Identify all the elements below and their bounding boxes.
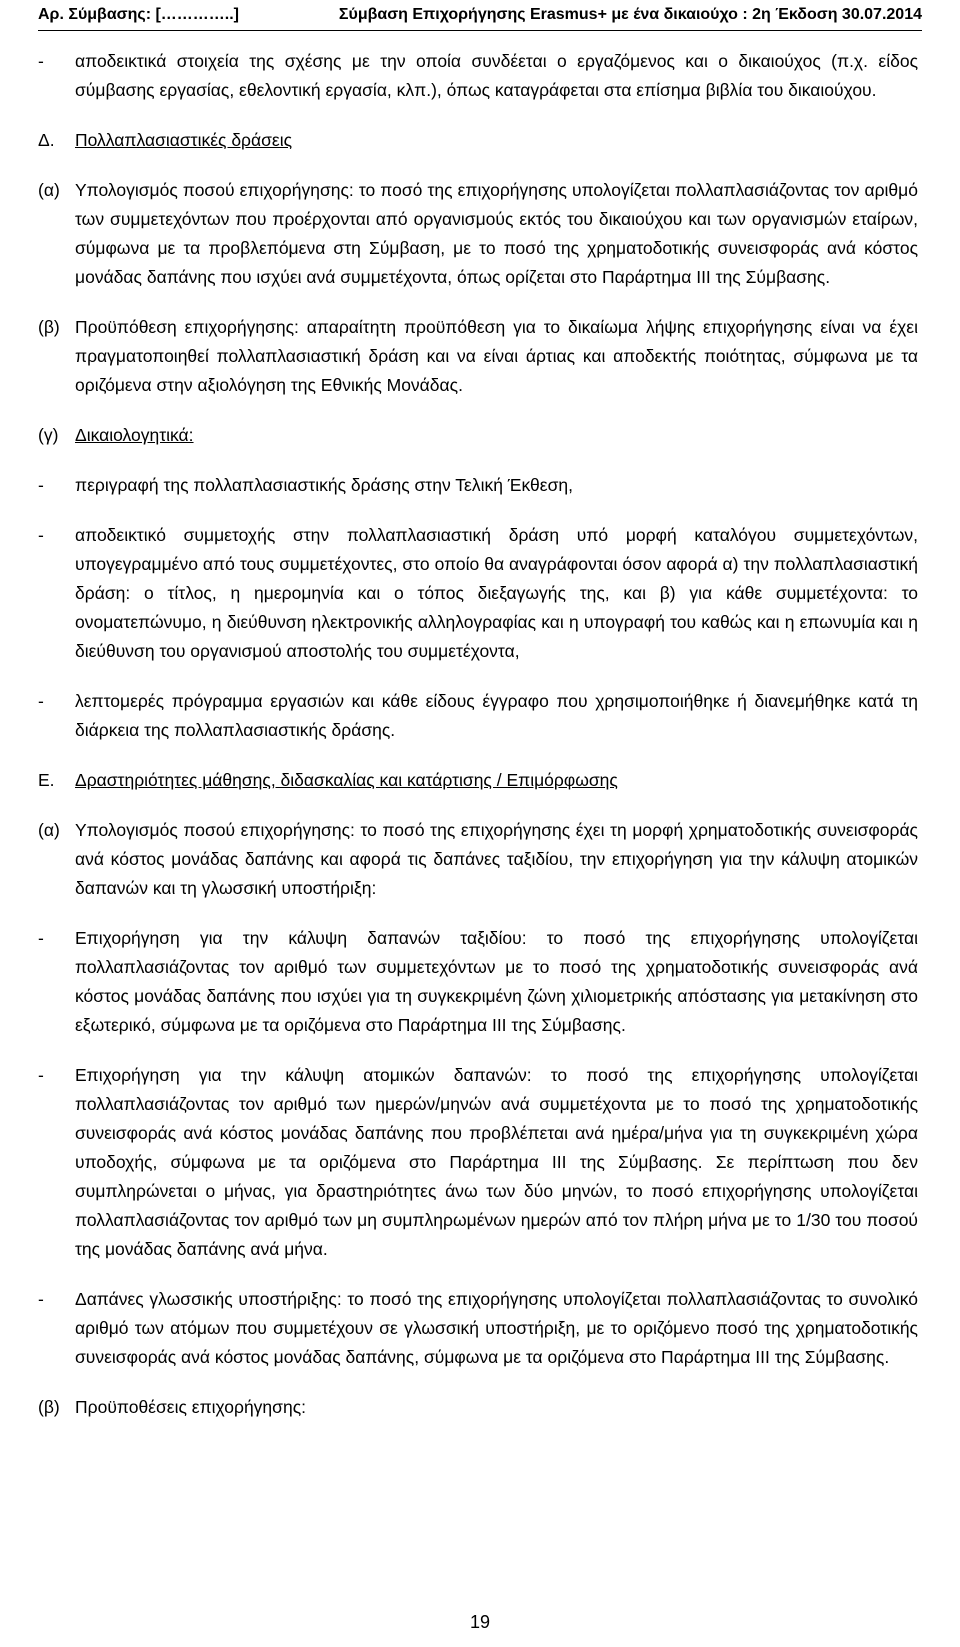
paragraph-label: - [38,1289,44,1309]
section-heading-text: Δικαιολογητικά: [75,425,194,445]
section-heading-text: Δραστηριότητες μάθησης, διδασκαλίας και κατάρτισης / Επιμόρφωσης [75,770,618,790]
section-heading [75,766,918,795]
paragraph [38,1285,918,1372]
paragraph-text: αποδεικτικό συμμετοχής στην πολλαπλασιαστική δράση υπό μορφή καταλόγου συμμετεχόντων, υπογεγραμμένο από τους συμμετέχοντες, στο οποίο θα αναγράφονται όσον αφορά α) την πολλαπλασιαστική δράση: ο τίτλος, η ημερομηνία και ο τόπος διεξαγωγής της, και β) για κάθε συμμετέχοντα: το ονοματεπώνυμο, η διεύθυνση ηλεκτρονικής αλληλογραφίας και η υπογραφή του καθώς και η επωνυμία και η διεύθυνση του οργανισμού αποστολής του συμμετέχοντα, [75,525,918,661]
section-heading [75,126,918,155]
paragraph-label: Ε. [38,770,55,790]
paragraph-label: (α) [38,820,60,840]
paragraph-text: Υπολογισμός ποσού επιχορήγησης: το ποσό της επιχορήγησης υπολογίζεται πολλαπλασιάζοντας τον αριθμό των συμμετεχόντων που προέρχονται από οργανισμούς εκτός του δικαιούχου και των οργανισμών εταίρων, σύμφωνα με τα προβλεπόμενα στη Σύμβαση, με το ποσό της χρηματοδοτικής συνεισφοράς ανά κόστος μονάδας δαπάνης που ισχύει ανά συμμετέχοντα, όπως ορίζεται στο Παράρτημα ΙΙΙ της Σύμβασης. [75,180,918,287]
paragraph-text: περιγραφή της πολλαπλασιαστικής δράσης στην Τελική Έκθεση, [75,475,573,495]
paragraph-label: - [38,475,44,495]
paragraph-label: (γ) [38,425,59,445]
paragraph-text: Επιχορήγηση για την κάλυψη δαπανών ταξιδίου: το ποσό της επιχορήγησης υπολογίζεται πολλαπλασιάζοντας τον αριθμό των συμμετεχόντων με το ποσό της χρηματοδοτικής συνεισφοράς ανά κόστος μονάδας δαπάνης που ισχύει για τη συγκεκριμένη ζώνη χιλιομετρικής απόστασης για μετακίνηση στο εξωτερικό, σύμφωνα με τα οριζόμενα στο Παράρτημα ΙΙΙ της Σύμβασης. [75,928,918,1035]
paragraph [38,521,918,666]
paragraph-label: (α) [38,180,60,200]
paragraph [38,126,918,155]
paragraph-label: - [38,51,44,71]
paragraph-label: - [38,691,44,711]
page-number: 19 [469,1612,491,1632]
paragraph-text: Υπολογισμός ποσού επιχορήγησης: το ποσό της επιχορήγησης έχει τη μορφή χρηματοδοτικής συνεισφοράς ανά κόστος μονάδας δαπάνης και αφορά τις δαπάνες ταξιδίου, την επιχορήγηση για την κάλυψη ατομικών δαπανών και τη γλωσσική υποστήριξη: [75,820,918,898]
header-contract-number: Αρ. Σύμβασης: […………..] [38,6,240,23]
header-contract-title: Σύμβαση Επιχορήγησης Erasmus+ με ένα δικαιούχο : 2η Έκδοση 30.07.2014 [338,6,922,23]
paragraph-label: Δ. [38,130,55,150]
section-heading-text: Πολλαπλασιαστικές δράσεις [75,130,293,150]
paragraph [38,421,918,450]
paragraph-text: αποδεικτικά στοιχεία της σχέσης με την οποία συνδέεται ο εργαζόμενος και ο δικαιούχος (π.χ. είδος σύμβασης εργασίας, εθελοντική εργασία, κλπ.), όπως καταγράφεται στα επίσημα βιβλία του δικαιούχου. [75,51,918,100]
paragraph [38,687,918,745]
paragraph [38,471,918,500]
paragraph [38,924,918,1040]
paragraph [38,816,918,903]
document-body [38,47,918,1443]
paragraph [38,1061,918,1264]
paragraph-label: (β) [38,1397,60,1417]
section-heading [75,421,918,450]
paragraph [38,47,918,105]
paragraph-text: Προϋποθέσεις επιχορήγησης: [75,1397,306,1417]
paragraph-label: - [38,928,44,948]
paragraph-label: (β) [38,317,60,337]
paragraph-label: - [38,525,44,545]
paragraph-text: Δαπάνες γλωσσικής υποστήριξης: το ποσό της επιχορήγησης υπολογίζεται πολλαπλασιάζοντας το συνολικό αριθμό των ατόμων που συμμετέχουν σε γλωσσική υποστήριξη, με το οριζόμενο ποσό της χρηματοδοτικής συνεισφοράς ανά κόστος μονάδας δαπάνης, σύμφωνα με τα οριζόμενα στο Παράρτημα ΙΙΙ της Σύμβασης. [75,1289,918,1367]
paragraph-text: Επιχορήγηση για την κάλυψη ατομικών δαπανών: το ποσό της επιχορήγησης υπολογίζεται πολλαπλασιάζοντας τον αριθμό των ημερών/μηνών ανά συμμετέχοντα με το ποσό της χρηματοδοτικής συνεισφοράς ανά κόστος μονάδας δαπάνης που προβλέπεται ανά ημέρα/μήνα για τη συγκεκριμένη χώρα υποδοχής, σύμφωνα με τα οριζόμενα στο Παράρτημα ΙΙΙ της Σύμβασης. Σε περίπτωση που δεν συμπληρώνεται ο μήνας, για δραστηριότητες άνω των δύο μηνών, το ποσό επιχορήγησης υπολογίζεται πολλαπλασιάζοντας τον αριθμό των μη συμπληρωμένων ημερών από τον πλήρη μήνα με το 1/30 του ποσού της μονάδας δαπάνης ανά μήνα. [75,1065,918,1259]
paragraph-text: Προϋπόθεση επιχορήγησης: απαραίτητη προϋπόθεση για το δικαίωμα λήψης επιχορήγησης είναι να έχει πραγματοποιηθεί πολλαπλασιαστική δράση και να είναι άρτιας και αποδεκτής ποιότητας, σύμφωνα με τα οριζόμενα στην αξιολόγηση της Εθνικής Μονάδας. [75,317,918,395]
page-header [38,0,922,31]
paragraph [38,313,918,400]
paragraph [38,1393,918,1422]
paragraph [38,176,918,292]
paragraph-label: - [38,1065,44,1085]
paragraph-text: λεπτομερές πρόγραμμα εργασιών και κάθε είδους έγγραφο που χρησιμοποιήθηκε ή διανεμήθηκε κατά τη διάρκεια της πολλαπλασιαστικής δράσης. [75,691,918,740]
paragraph [38,766,918,795]
